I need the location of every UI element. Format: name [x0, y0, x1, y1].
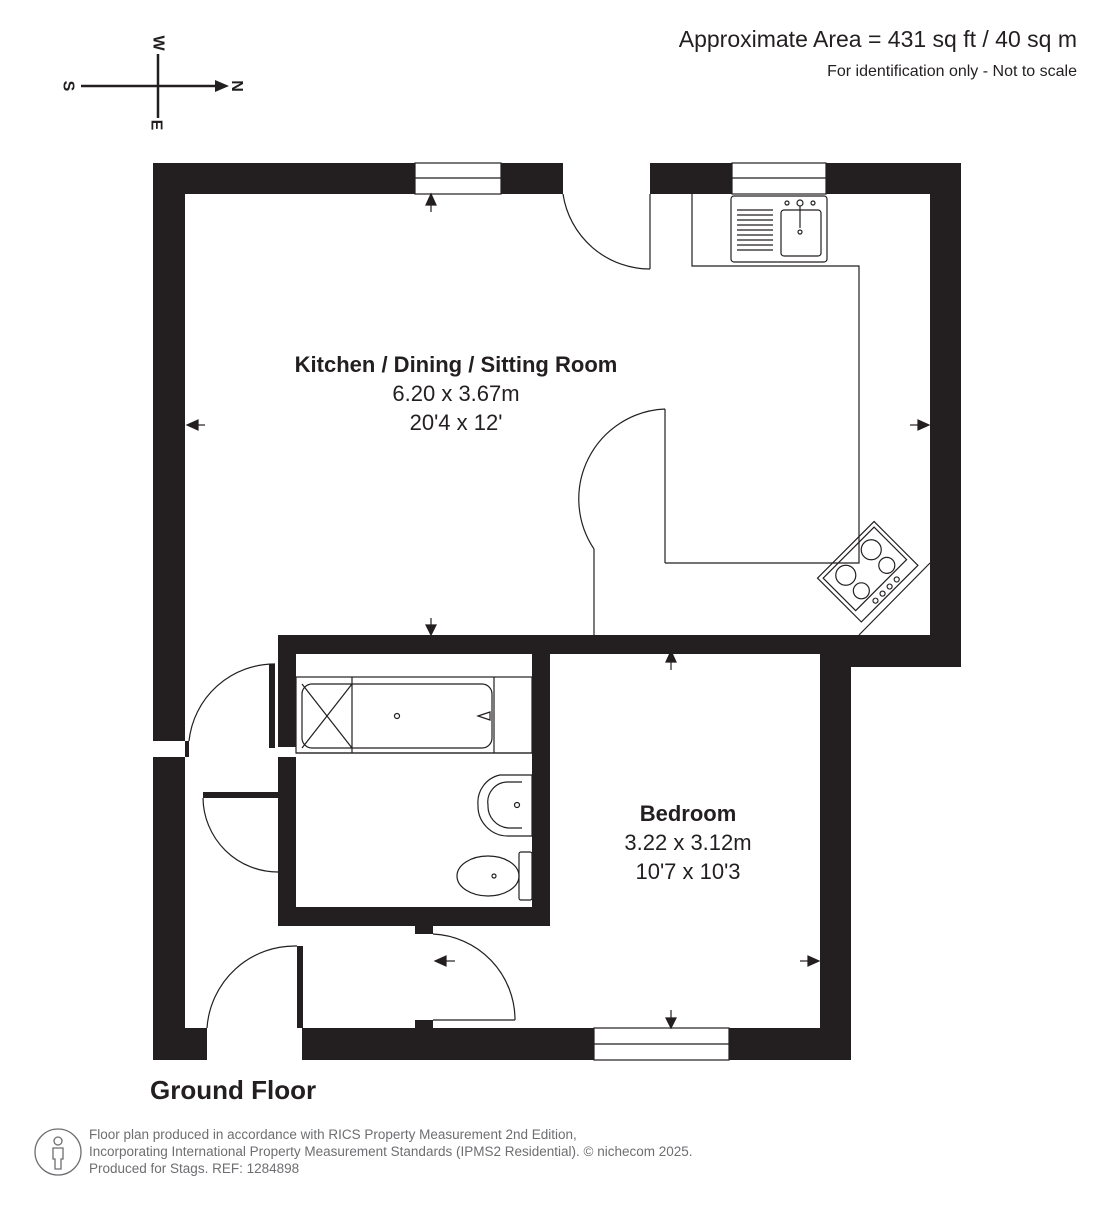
kitchen-sink-icon: [731, 196, 827, 262]
door-swings: [189, 194, 665, 1028]
toilet-icon: [457, 852, 532, 900]
footer-line-1: Floor plan produced in accordance with RICS Property Measurement 2nd Edition,: [89, 1127, 577, 1142]
room-size-imperial: 20'4 x 12': [409, 410, 503, 435]
person-icon: [33, 1127, 83, 1182]
floor-name: Ground Floor: [150, 1075, 317, 1105]
footer-line-2: Incorporating International Property Measurement Standards (IPMS2 Residential). © nichecom 2025.: [89, 1144, 693, 1159]
room-label-kitchen: [236, 350, 676, 437]
room-label-bedroom: [576, 799, 800, 886]
compass-south: S: [59, 80, 77, 92]
footer-notes: [89, 1126, 693, 1177]
footer-line-3: Produced for Stags. REF: 1284898: [89, 1161, 300, 1176]
basin-icon: [478, 775, 532, 836]
compass-east: E: [147, 119, 165, 131]
room-size-imperial: 10'7 x 10'3: [635, 859, 741, 884]
compass-west: W: [149, 35, 167, 51]
kitchen-worktop: [665, 194, 930, 635]
bath-icon: [296, 677, 532, 753]
bathroom-walls: [185, 635, 550, 1028]
dimension-arrows: [187, 194, 929, 1028]
hob-icon: [818, 522, 918, 622]
room-size-metric: 3.22 x 3.12m: [624, 830, 752, 855]
approximate-area: Approximate Area = 431 sq ft / 40 sq m: [678, 26, 1077, 52]
room-size-metric: 6.20 x 3.67m: [392, 381, 520, 406]
compass-north: N: [227, 80, 245, 92]
outer-walls: [153, 163, 961, 1060]
room-name: Bedroom: [639, 801, 737, 826]
room-name: Kitchen / Dining / Sitting Room: [294, 352, 618, 377]
scale-disclaimer: For identification only - Not to scale: [827, 63, 1077, 80]
